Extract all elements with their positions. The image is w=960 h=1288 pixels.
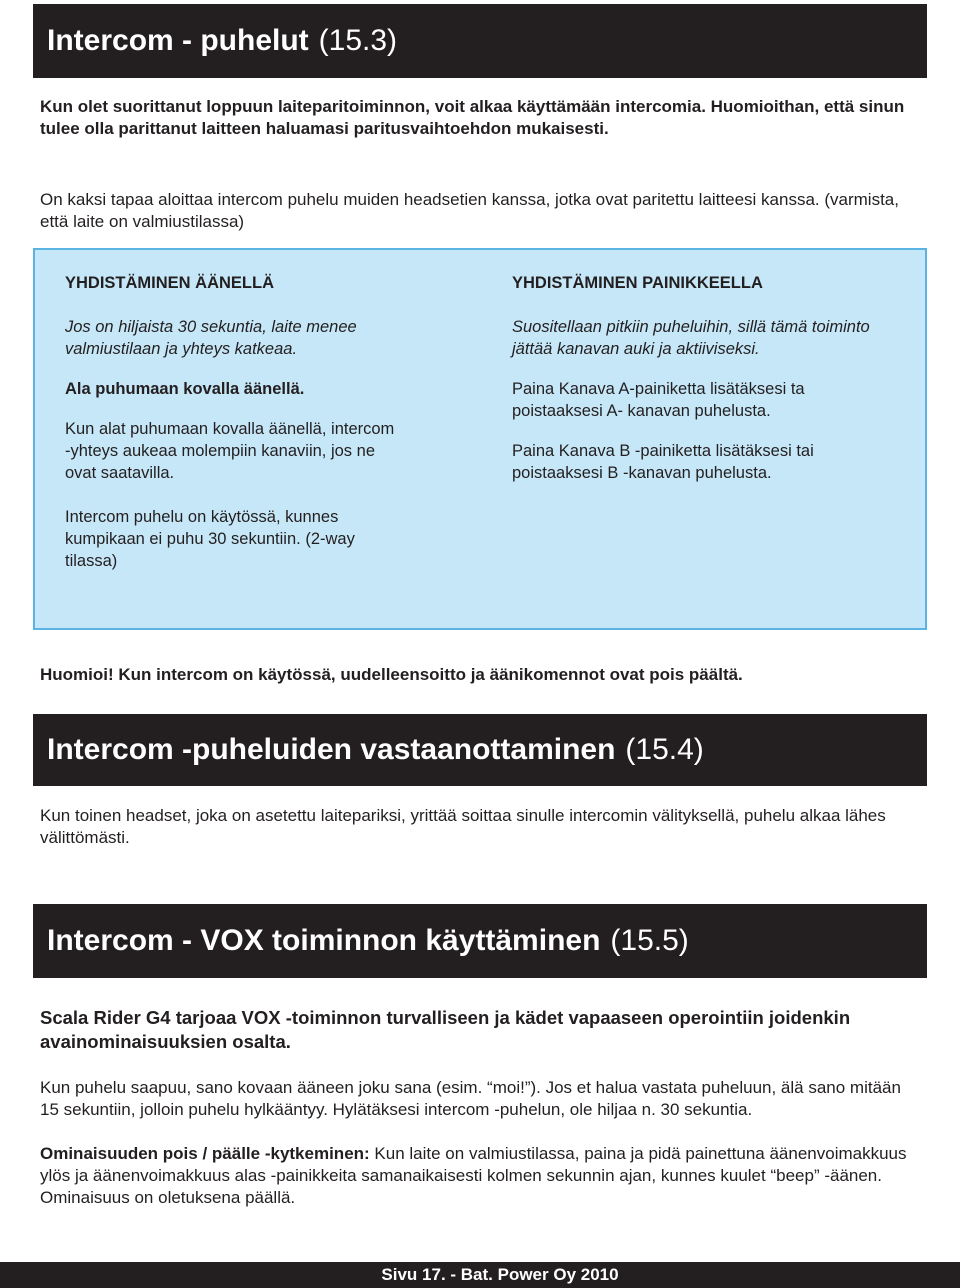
section3-paragraph: Kun puhelu saapuu, sano kovaan ääneen joku sana (esim. “moi!”). Jos et halua vastata puheluun, älä sano mitään 15 sekuntiin, jolloin puhelu hylkääntyy. Hylätäksesi intercom -puhelun, ole hiljaa n. 30 sekuntia.	[40, 1078, 901, 1119]
section2-paragraph: Kun toinen headset, joka on asetettu laitepariksi, yrittää soittaa sinulle intercomin välityksellä, puhelu alkaa lähes välittömästi.	[40, 806, 886, 847]
voice-connection-column	[65, 272, 395, 572]
section-header-15-5	[33, 904, 927, 978]
column-heading: YHDISTÄMINEN PAINIKKEELLA	[512, 274, 763, 292]
column-italic-text: Jos on hiljaista 30 sekuntia, laite menee valmiustilaan ja yhteys katkeaa.	[65, 318, 357, 358]
toggle-paragraph	[40, 1143, 920, 1209]
column-text: Intercom puhelu on käytössä, kunnes kumpikaan ei puhu 30 sekuntiin. (2-way tilassa)	[65, 508, 355, 570]
toggle-label: Ominaisuuden pois / päälle -kytkeminen:	[40, 1144, 370, 1163]
intro-paragraph: On kaksi tapaa aloittaa intercom puhelu muiden headsetien kanssa, jotka ovat paritettu laitteesi kanssa. (varmista, että laite on valmiustilassa)	[40, 190, 899, 231]
section-number: (15.5)	[610, 924, 689, 957]
button-connection-column	[512, 272, 872, 484]
footer-text: Sivu 17. - Bat. Power Oy 2010	[381, 1265, 619, 1284]
section-header-15-3	[33, 4, 927, 78]
column-heading: YHDISTÄMINEN ÄÄNELLÄ	[65, 274, 274, 292]
column-text: Paina Kanava A-painiketta lisätäksesi ta poistaaksesi A- kanavan puhelusta.	[512, 380, 805, 420]
section-title: Intercom - VOX toiminnon käyttäminen	[47, 924, 601, 957]
column-text: Kun alat puhumaan kovalla äänellä, intercom -yhteys aukeaa molempiin kanaviin, jos ne ovat saatavilla.	[65, 420, 395, 482]
intro-bold-paragraph: Kun olet suorittanut loppuun laiteparitoiminnon, voit alkaa käyttämään intercomia. Huomioithan, että sinun tulee olla parittanut laitteen haluamasi paritusvaihtoehdon mukaisesti.	[40, 97, 905, 138]
column-bold-text: Ala puhumaan kovalla äänellä.	[65, 380, 305, 398]
column-italic-text: Suositellaan pitkiin puheluihin, sillä tämä toiminto jättää kanavan auki ja aktiiviseksi.	[512, 318, 870, 358]
section-header-15-4	[33, 714, 927, 786]
section-title: Intercom - puhelut	[47, 24, 309, 57]
section-number: (15.3)	[318, 24, 398, 57]
toggle-text: Kun laite on valmiustilassa, paina ja pidä painettuna äänenvoimakkuus ylös ja äänenvoimakkuus alas -painikkeita samanaikaisesti kolmen sekunnin ajan, kunnes kuulet “beep” -äänen. Ominaisuus on oletuksena päällä.	[40, 1144, 907, 1207]
page-footer	[0, 1262, 960, 1288]
connection-methods-box	[33, 248, 927, 630]
column-text: Paina Kanava B -painiketta lisätäksesi tai poistaaksesi B -kanavan puhelusta.	[512, 442, 814, 482]
section3-bold-paragraph: Scala Rider G4 tarjoaa VOX -toiminnon turvalliseen ja kädet vapaaseen operointiin joidenkin avainominaisuuksien osalta.	[40, 1007, 851, 1052]
note-paragraph: Huomioi! Kun intercom on käytössä, uudelleensoitto ja äänikomennot ovat pois päältä.	[40, 665, 743, 684]
section-title: Intercom -puheluiden vastaanottaminen	[47, 733, 616, 766]
section-number: (15.4)	[625, 733, 704, 766]
